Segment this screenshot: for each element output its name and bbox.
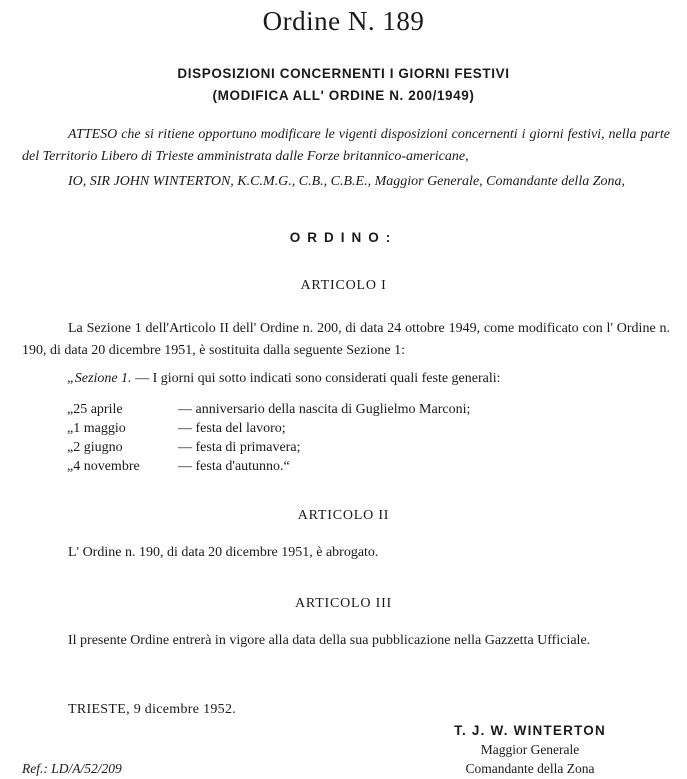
holiday-date: „4 novembre (67, 459, 140, 474)
article-1-heading: ARTICOLO I (300, 278, 387, 293)
holiday-date: „1 maggio (67, 421, 126, 436)
holiday-description: — festa del lavoro; (178, 421, 286, 436)
signature-role: Comandante della Zona (465, 761, 595, 776)
place-date: TRIESTE, 9 dicembre 1952. (68, 702, 237, 717)
article-2-heading: ARTICOLO II (297, 508, 390, 523)
order-subtitle: DISPOSIZIONI CONCERNENTI I GIORNI FESTIVI (177, 66, 510, 81)
signature-rank: Maggior Generale (480, 742, 580, 757)
order-subtitle-modification: (MODIFICA ALL' ORDINE N. 200/1949) (212, 88, 475, 103)
sezione-text: — I giorni qui sotto indicati sono considerati quali feste generali: (135, 371, 501, 386)
article-3-heading: ARTICOLO III (294, 596, 393, 611)
holiday-date: „25 aprile (67, 402, 123, 417)
article-1-text: La Sezione 1 dell'Articolo II dell' Ordine n. 200, di data 24 ottobre 1949, come modificato con l' Ordine n. 190, di data 20 dicembre 1951, è sostituita dalla seguente Sezione 1: (22, 321, 670, 358)
holiday-description: — anniversario della nascita di Guglielmo Marconi; (178, 402, 471, 417)
holiday-description: — festa di primavera; (178, 440, 301, 455)
sezione-line (67, 371, 501, 387)
sezione-label: „Sezione 1. (67, 371, 132, 386)
signature-name: T. J. W. WINTERTON (454, 723, 606, 738)
order-title: Ordine N. 189 (262, 6, 425, 36)
preamble-atteso: ATTESO che si ritiene opportuno modificare le vigenti disposizioni concernenti i giorni festivi, nella parte del Territorio Libero di Trieste amministrata dalle Forze britannico-americane, (22, 127, 670, 164)
holiday-date: „2 giugno (67, 440, 123, 455)
holiday-description: — festa d'autunno.“ (178, 459, 290, 474)
ordino-heading: ORDINO: (289, 230, 398, 245)
reference-code: Ref.: LD/A/52/209 (22, 761, 122, 776)
article-3-text: Il presente Ordine entrerà in vigore alla data della sua pubblicazione nella Gazzetta Ufficiale. (68, 633, 591, 648)
preamble-io: IO, SIR JOHN WINTERTON, K.C.M.G., C.B., C.B.E., Maggior Generale, Comandante della Zona, (68, 174, 625, 189)
article-2-text: L' Ordine n. 190, di data 20 dicembre 1951, è abrogato. (68, 545, 379, 560)
